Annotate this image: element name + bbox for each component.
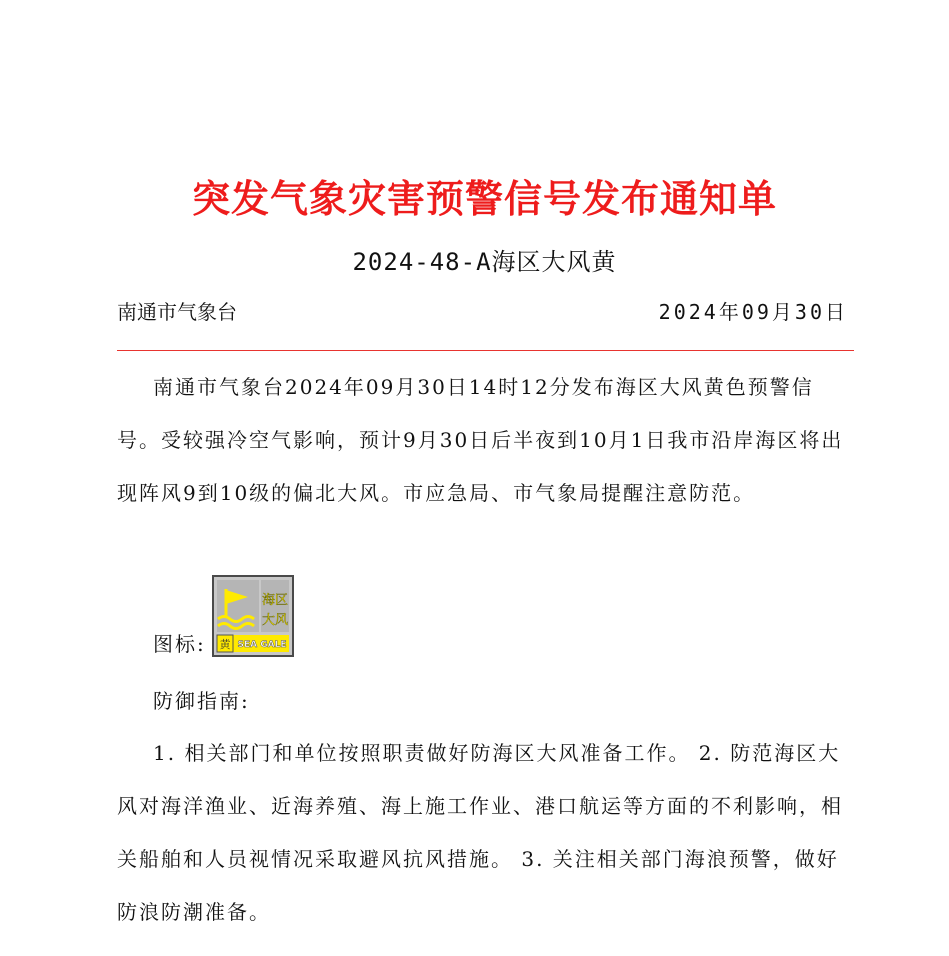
issuer-row — [117, 296, 848, 325]
icon-row — [153, 575, 294, 657]
guide-heading: 防御指南: — [153, 689, 250, 713]
icon-text-bottom: 大风 — [261, 613, 288, 628]
issue-date: 2024年09月30日 — [658, 300, 848, 324]
icon-badge: 黄 — [219, 638, 231, 651]
red-divider — [117, 350, 854, 351]
guide-paragraph: 1. 相关部门和单位按照职责做好防海区大风准备工作。 2. 防范海区大风对海洋渔业、近海养殖、海上施工作业、港口航运等方面的不利影响，相关船舶和人员视情况采取避风抗风措施。 3. 关注相关部门海浪预警，做好防浪防潮准备。 — [117, 741, 843, 924]
icon-text-top: 海区 — [261, 593, 288, 608]
sea-gale-yellow-icon — [212, 575, 294, 657]
notice-paragraph: 南通市气象台2024年09月30日14时12分发布海区大风黄色预警信号。受较强冷空气影响，预计9月30日后半夜到10月1日我市沿岸海区将出现阵风9到10级的偏北大风。市应急局、市气象局提醒注意防范。 — [117, 375, 844, 505]
warning-code: 2024-48-A海区大风黄 — [352, 248, 617, 276]
document-title: 突发气象灾害预警信号发布通知单 — [191, 176, 777, 221]
issuer: 南通市气象台 — [117, 300, 237, 324]
icon-label: 图标: — [153, 632, 206, 656]
icon-text-en: SEA GALE — [237, 640, 287, 650]
